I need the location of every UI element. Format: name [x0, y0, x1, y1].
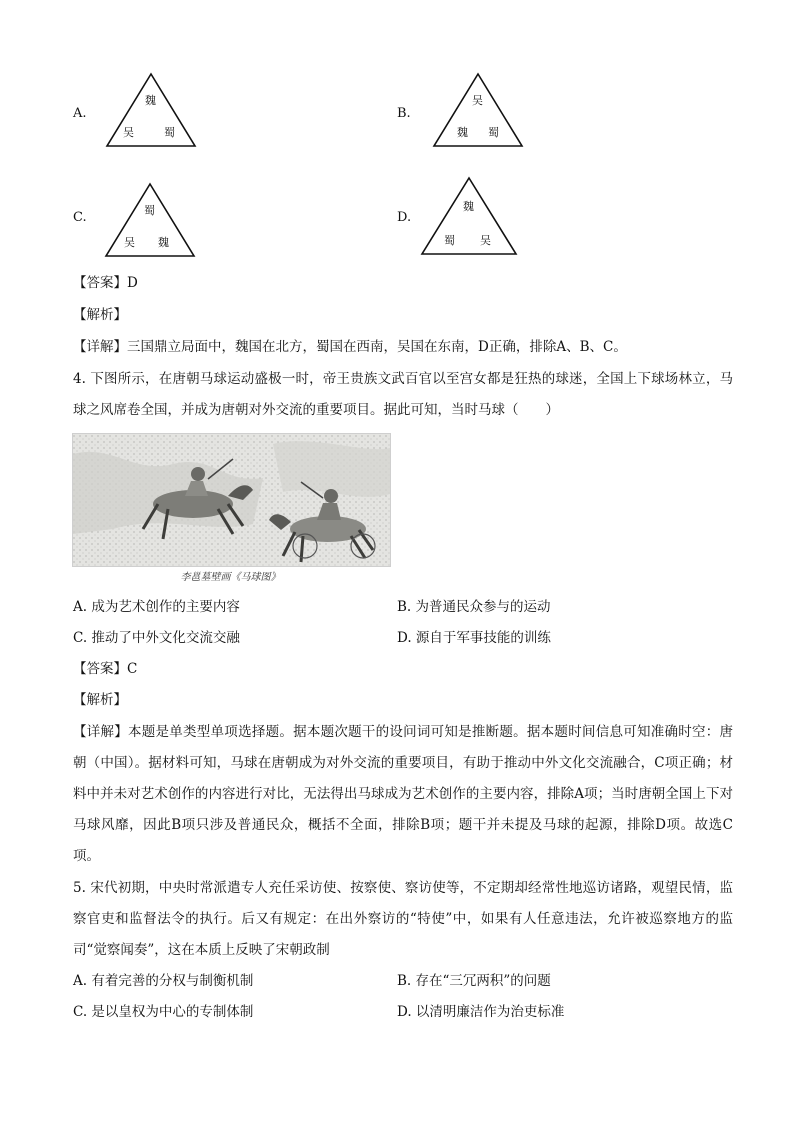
option-letter: A.: [73, 106, 87, 121]
option-c: C. 推动了中外文化交流交融: [73, 630, 240, 646]
triangle-right-label: 魏: [158, 236, 169, 249]
option-d: D. 源自于军事技能的训练: [397, 630, 551, 646]
question-stem: 5. 宋代初期，中央时常派遣专人充任采访使、按察使、察访使等，不定期却经常性地巡访诸路，观望民情，监察官吏和监督法令的执行。后又有规定：在出外察访的“特使”中，如果有人任意违法，允许被巡察地方的监司“觉察闻奏”，这在本质上反映了宋朝政制: [73, 880, 733, 958]
triangle-left-label: 吴: [123, 126, 134, 139]
analysis-label: 【解析】: [73, 692, 127, 708]
answer-label: 【答案】C: [73, 661, 138, 677]
triangle-top-label: 吴: [472, 94, 483, 107]
triangle-diagram: [432, 72, 524, 148]
option-letter: D.: [397, 210, 412, 225]
triangle-diagram: [420, 176, 518, 256]
triangle-right-label: 蜀: [488, 126, 499, 139]
answer-label: 【答案】D: [73, 275, 138, 291]
triangle-left-label: 吴: [124, 236, 135, 249]
option-a: A. 有着完善的分权与制衡机制: [73, 973, 254, 989]
option-d: D. 以清明廉洁作为治吏标准: [397, 1004, 565, 1020]
triangle-diagram: [104, 182, 196, 258]
triangle-right-label: 吴: [480, 234, 491, 247]
option-c: C. 是以皇权为中心的专制体制: [73, 1004, 254, 1020]
question-stem: 4. 下图所示，在唐朝马球运动盛极一时，帝王贵族文武百官以至宫女都是狂热的球迷，全国上下球场林立，马球之风席卷全国，并成为唐朝对外交流的重要项目。据此可知，当时马球（ ）: [73, 371, 733, 418]
detail-text: 【详解】本题是单类型单项选择题。据本题次题干的设问词可知是推断题。据本题时间信息可知准确时空：唐朝（中国）。据材料可知，马球在唐朝成为对外交流的重要项目，有助于推动中外文化交流融合，C项正确；材料中并未对艺术创作的内容进行对比，无法得出马球成为艺术创作的主要内容，排除A项；当时唐朝全国上下对马球风靡，因此B项只涉及普通民众，概括不全面，排除B项；题干并未提及马球的起源，排除D项。故选C项。: [73, 724, 733, 864]
triangle-left-label: 魏: [457, 126, 468, 139]
analysis-label: 【解析】: [73, 307, 127, 323]
triangle-left-label: 蜀: [444, 234, 455, 247]
triangle-top-label: 魏: [463, 200, 474, 213]
triangle-right-label: 蜀: [164, 126, 175, 139]
option-b: B. 为普通民众参与的运动: [397, 599, 551, 615]
option-letter: B.: [397, 106, 411, 121]
detail-text: 【详解】三国鼎立局面中，魏国在北方，蜀国在西南，吴国在东南，D正确，排除A、B、C。: [73, 339, 627, 355]
option-letter: C.: [73, 210, 87, 225]
triangle-top-label: 蜀: [144, 204, 155, 217]
option-a: A. 成为艺术创作的主要内容: [73, 599, 240, 615]
triangle-top-label: 魏: [145, 94, 156, 107]
polo-mural-image: [72, 433, 391, 567]
option-b: B. 存在“三冗两积”的问题: [397, 973, 551, 989]
triangle-diagram: [105, 72, 197, 148]
image-caption: 李邕墓壁画《马球图》: [180, 572, 281, 583]
